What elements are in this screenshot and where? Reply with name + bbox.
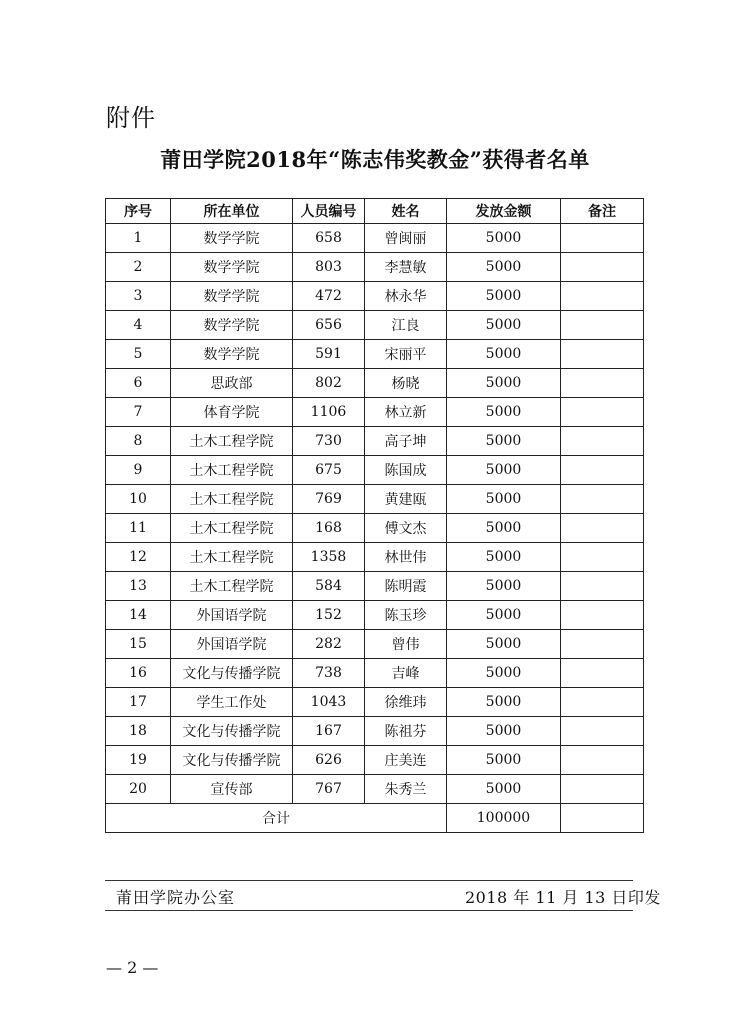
header-unit: 所在单位 (171, 199, 293, 224)
table-row (106, 630, 644, 659)
cell-note (561, 485, 644, 514)
cell-seq: 15 (106, 630, 171, 659)
footer-rule-bottom (105, 910, 633, 911)
cell-unit: 土木工程学院 (171, 456, 293, 485)
cell-staff-id: 584 (293, 572, 365, 601)
cell-seq: 1 (106, 224, 171, 253)
cell-unit: 土木工程学院 (171, 427, 293, 456)
header-note: 备注 (561, 199, 644, 224)
issuer-office: 莆田学院办公室 (116, 888, 236, 907)
cell-note (561, 717, 644, 746)
total-label: 合计 (106, 804, 447, 833)
cell-seq: 10 (106, 485, 171, 514)
cell-note (561, 688, 644, 717)
cell-unit: 数学学院 (171, 282, 293, 311)
cell-name: 庄美连 (365, 746, 447, 775)
cell-staff-id: 738 (293, 659, 365, 688)
cell-name: 林永华 (365, 282, 447, 311)
issue-date: 2018 年 11 月 13 日印发 (465, 888, 661, 907)
cell-note (561, 630, 644, 659)
cell-note (561, 427, 644, 456)
page-number: — 2 — (106, 958, 159, 977)
cell-amount: 5000 (447, 543, 561, 572)
cell-staff-id: 282 (293, 630, 365, 659)
table-row (106, 688, 644, 717)
cell-unit: 宣传部 (171, 775, 293, 804)
cell-amount: 5000 (447, 659, 561, 688)
cell-amount: 5000 (447, 688, 561, 717)
table-row (106, 311, 644, 340)
document-title: 莆田学院2018年“陈志伟奖教金”获得者名单 (160, 147, 590, 172)
cell-note (561, 311, 644, 340)
cell-staff-id: 803 (293, 253, 365, 282)
cell-note (561, 775, 644, 804)
cell-name: 傅文杰 (365, 514, 447, 543)
cell-staff-id: 730 (293, 427, 365, 456)
cell-seq: 17 (106, 688, 171, 717)
table-row (106, 746, 644, 775)
award-recipients-table (105, 198, 644, 833)
cell-name: 陈明霞 (365, 572, 447, 601)
attachment-label: 附件 (106, 104, 156, 132)
cell-staff-id: 675 (293, 456, 365, 485)
cell-seq: 3 (106, 282, 171, 311)
table-row (106, 224, 644, 253)
cell-unit: 土木工程学院 (171, 514, 293, 543)
cell-seq: 18 (106, 717, 171, 746)
cell-unit: 外国语学院 (171, 630, 293, 659)
header-seq: 序号 (106, 199, 171, 224)
table-row (106, 427, 644, 456)
cell-seq: 6 (106, 369, 171, 398)
cell-unit: 数学学院 (171, 224, 293, 253)
cell-note (561, 398, 644, 427)
cell-name: 陈祖芬 (365, 717, 447, 746)
cell-staff-id: 168 (293, 514, 365, 543)
cell-unit: 学生工作处 (171, 688, 293, 717)
cell-name: 陈玉珍 (365, 601, 447, 630)
cell-amount: 5000 (447, 514, 561, 543)
cell-name: 曾伟 (365, 630, 447, 659)
cell-name: 宋丽平 (365, 340, 447, 369)
cell-name: 高子坤 (365, 427, 447, 456)
table-row (106, 659, 644, 688)
cell-unit: 文化与传播学院 (171, 659, 293, 688)
cell-name: 林世伟 (365, 543, 447, 572)
cell-seq: 4 (106, 311, 171, 340)
cell-staff-id: 1358 (293, 543, 365, 572)
cell-note (561, 514, 644, 543)
cell-amount: 5000 (447, 572, 561, 601)
cell-staff-id: 656 (293, 311, 365, 340)
cell-name: 曾闽丽 (365, 224, 447, 253)
cell-staff-id: 591 (293, 340, 365, 369)
table-row (106, 514, 644, 543)
cell-amount: 5000 (447, 601, 561, 630)
cell-note (561, 340, 644, 369)
cell-name: 杨晓 (365, 369, 447, 398)
cell-note (561, 369, 644, 398)
table-row (106, 398, 644, 427)
cell-staff-id: 658 (293, 224, 365, 253)
total-amount: 100000 (447, 804, 561, 833)
cell-staff-id: 802 (293, 369, 365, 398)
cell-unit: 思政部 (171, 369, 293, 398)
cell-amount: 5000 (447, 282, 561, 311)
table-row (106, 369, 644, 398)
cell-amount: 5000 (447, 746, 561, 775)
cell-note (561, 572, 644, 601)
cell-amount: 5000 (447, 630, 561, 659)
cell-unit: 外国语学院 (171, 601, 293, 630)
cell-unit: 数学学院 (171, 340, 293, 369)
cell-note (561, 224, 644, 253)
cell-name: 徐维玮 (365, 688, 447, 717)
cell-staff-id: 1106 (293, 398, 365, 427)
cell-amount: 5000 (447, 717, 561, 746)
cell-seq: 5 (106, 340, 171, 369)
cell-staff-id: 767 (293, 775, 365, 804)
cell-seq: 20 (106, 775, 171, 804)
cell-name: 林立新 (365, 398, 447, 427)
cell-seq: 13 (106, 572, 171, 601)
cell-amount: 5000 (447, 369, 561, 398)
total-row (106, 804, 644, 833)
cell-note (561, 253, 644, 282)
cell-unit: 体育学院 (171, 398, 293, 427)
table-row (106, 456, 644, 485)
cell-staff-id: 472 (293, 282, 365, 311)
header-name: 姓名 (365, 199, 447, 224)
cell-amount: 5000 (447, 456, 561, 485)
table-row (106, 282, 644, 311)
cell-seq: 9 (106, 456, 171, 485)
cell-staff-id: 167 (293, 717, 365, 746)
table-row (106, 340, 644, 369)
cell-seq: 7 (106, 398, 171, 427)
cell-unit: 数学学院 (171, 311, 293, 340)
cell-amount: 5000 (447, 340, 561, 369)
cell-note (561, 543, 644, 572)
header-staff-id: 人员编号 (293, 199, 365, 224)
cell-staff-id: 769 (293, 485, 365, 514)
cell-name: 陈国成 (365, 456, 447, 485)
cell-unit: 文化与传播学院 (171, 717, 293, 746)
table-row (106, 601, 644, 630)
table-row (106, 572, 644, 601)
cell-seq: 8 (106, 427, 171, 456)
cell-staff-id: 1043 (293, 688, 365, 717)
cell-name: 黄建瓯 (365, 485, 447, 514)
cell-amount: 5000 (447, 224, 561, 253)
cell-name: 朱秀兰 (365, 775, 447, 804)
cell-name: 李慧敏 (365, 253, 447, 282)
cell-name: 吉峰 (365, 659, 447, 688)
cell-seq: 12 (106, 543, 171, 572)
cell-amount: 5000 (447, 485, 561, 514)
cell-amount: 5000 (447, 253, 561, 282)
cell-unit: 土木工程学院 (171, 485, 293, 514)
cell-amount: 5000 (447, 311, 561, 340)
cell-note (561, 659, 644, 688)
table-header-row (106, 199, 644, 224)
cell-unit: 土木工程学院 (171, 543, 293, 572)
total-note-cell (561, 804, 644, 833)
table-row (106, 775, 644, 804)
footer-rule-top (105, 880, 633, 881)
cell-note (561, 456, 644, 485)
cell-amount: 5000 (447, 398, 561, 427)
cell-seq: 11 (106, 514, 171, 543)
cell-seq: 16 (106, 659, 171, 688)
cell-name: 江良 (365, 311, 447, 340)
cell-note (561, 746, 644, 775)
cell-staff-id: 626 (293, 746, 365, 775)
cell-note (561, 282, 644, 311)
cell-staff-id: 152 (293, 601, 365, 630)
cell-seq: 2 (106, 253, 171, 282)
cell-seq: 14 (106, 601, 171, 630)
cell-note (561, 601, 644, 630)
cell-unit: 数学学院 (171, 253, 293, 282)
table-row (106, 253, 644, 282)
cell-amount: 5000 (447, 775, 561, 804)
table-row (106, 485, 644, 514)
cell-unit: 文化与传播学院 (171, 746, 293, 775)
cell-unit: 土木工程学院 (171, 572, 293, 601)
table-row (106, 543, 644, 572)
cell-amount: 5000 (447, 427, 561, 456)
header-amount: 发放金额 (447, 199, 561, 224)
cell-seq: 19 (106, 746, 171, 775)
table-row (106, 717, 644, 746)
